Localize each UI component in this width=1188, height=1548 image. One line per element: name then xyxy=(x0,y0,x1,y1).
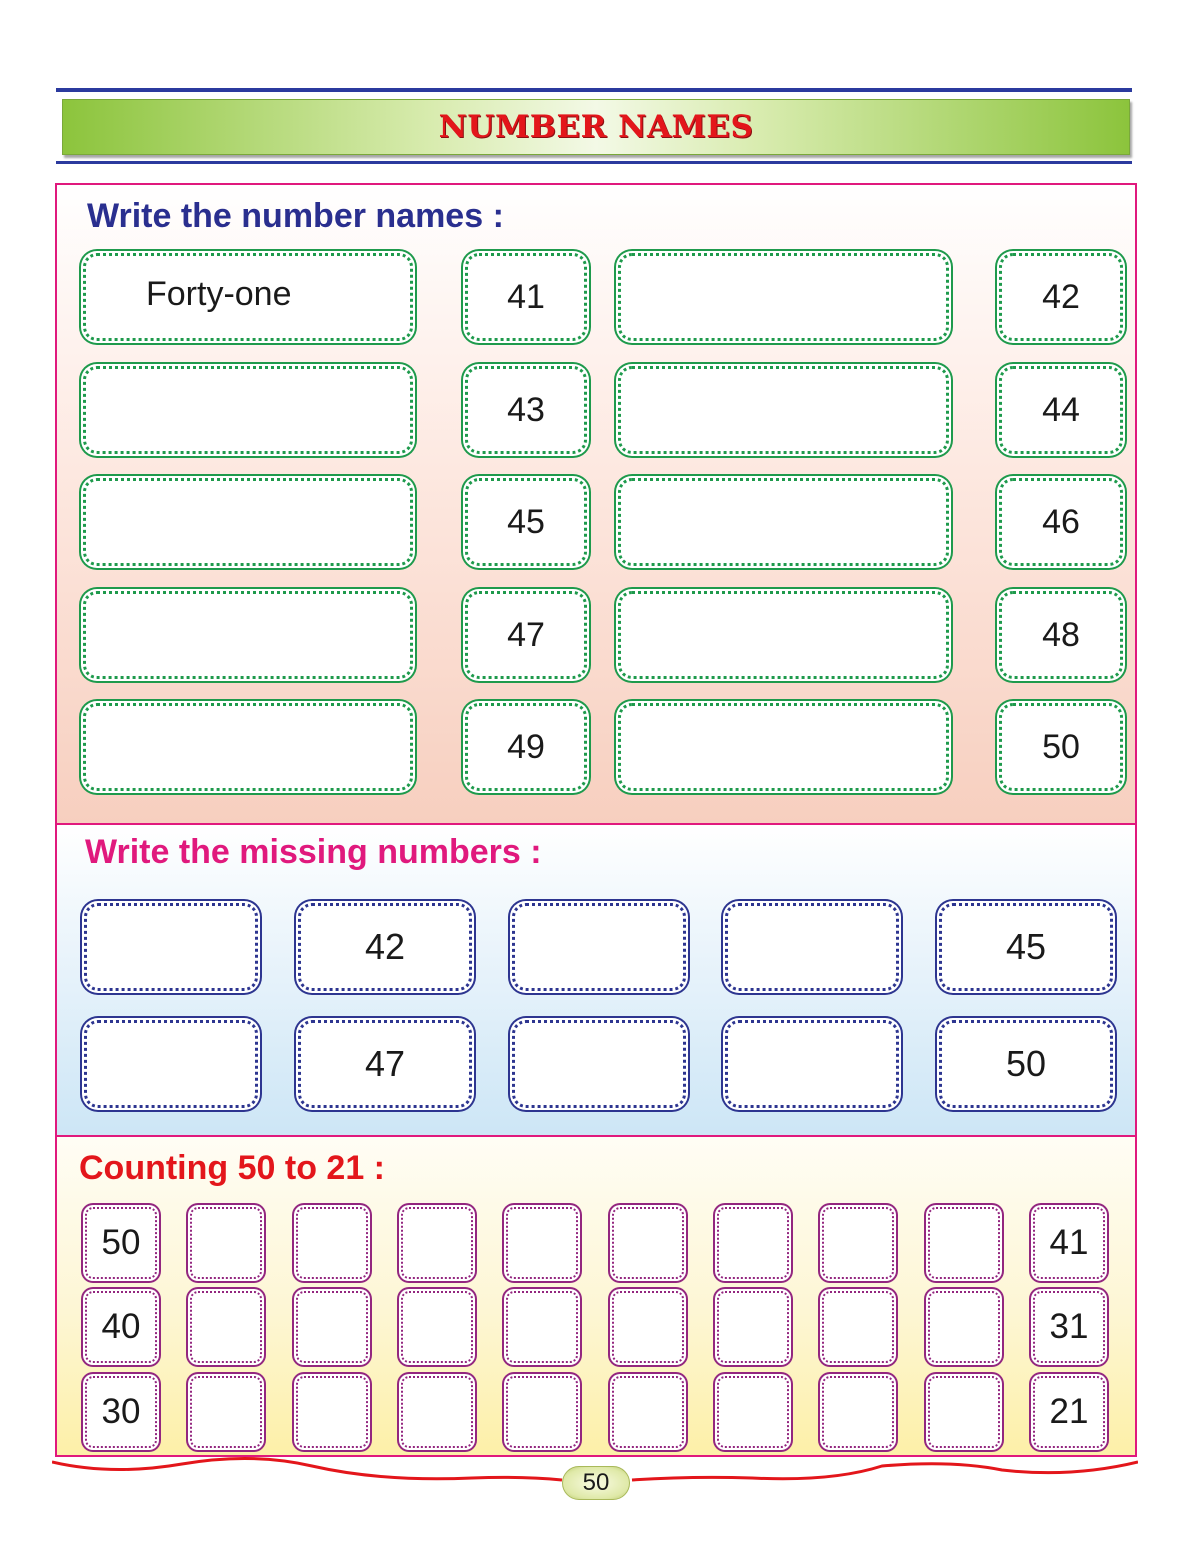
missing-number-box[interactable] xyxy=(725,1020,899,1108)
missing-number-box[interactable] xyxy=(84,1020,258,1108)
counting-box[interactable] xyxy=(612,1291,684,1363)
counting-box[interactable] xyxy=(822,1291,894,1363)
missing-number-box: 50 xyxy=(939,1020,1113,1108)
missing-numbers-heading: Write the missing numbers : xyxy=(85,833,542,871)
counting-heading: Counting 50 to 21 : xyxy=(79,1149,385,1187)
number-names-section xyxy=(57,185,1135,825)
counting-box[interactable] xyxy=(190,1291,262,1363)
page-title: NUMBER NAMES xyxy=(438,109,754,145)
counting-box: 30 xyxy=(85,1376,157,1448)
counting-box: 50 xyxy=(85,1207,157,1279)
name-answer-box[interactable] xyxy=(618,703,949,791)
counting-box[interactable] xyxy=(401,1207,473,1279)
counting-box[interactable] xyxy=(717,1207,789,1279)
number-box: 41 xyxy=(465,253,587,341)
number-box: 43 xyxy=(465,366,587,454)
missing-number-box[interactable] xyxy=(84,903,258,991)
name-answer-box[interactable] xyxy=(83,366,413,454)
counting-box[interactable] xyxy=(296,1376,368,1448)
counting-box[interactable] xyxy=(612,1376,684,1448)
counting-box: 21 xyxy=(1033,1376,1105,1448)
counting-box[interactable] xyxy=(928,1291,1000,1363)
counting-box[interactable] xyxy=(928,1376,1000,1448)
name-answer-box[interactable] xyxy=(83,591,413,679)
number-box: 50 xyxy=(999,703,1123,791)
missing-number-box: 47 xyxy=(298,1020,472,1108)
top-rule xyxy=(56,88,1132,92)
number-box: 44 xyxy=(999,366,1123,454)
counting-box: 41 xyxy=(1033,1207,1105,1279)
name-answer-box[interactable]: Forty-one xyxy=(83,253,413,341)
number-box: 45 xyxy=(465,478,587,566)
counting-box[interactable] xyxy=(296,1291,368,1363)
name-answer-box[interactable] xyxy=(83,478,413,566)
missing-number-box: 45 xyxy=(939,903,1113,991)
counting-box[interactable] xyxy=(612,1207,684,1279)
counting-box[interactable] xyxy=(506,1376,578,1448)
counting-box[interactable] xyxy=(296,1207,368,1279)
missing-numbers-section xyxy=(57,825,1135,1137)
counting-box[interactable] xyxy=(190,1376,262,1448)
number-box: 47 xyxy=(465,591,587,679)
worksheet-frame xyxy=(55,183,1137,1457)
name-answer-box[interactable] xyxy=(83,703,413,791)
banner-underline xyxy=(56,161,1132,164)
name-answer-box[interactable] xyxy=(618,591,949,679)
number-box: 46 xyxy=(999,478,1123,566)
counting-box[interactable] xyxy=(506,1207,578,1279)
counting-box[interactable] xyxy=(717,1376,789,1448)
name-answer-box[interactable] xyxy=(618,366,949,454)
missing-number-box: 42 xyxy=(298,903,472,991)
name-answer-box[interactable] xyxy=(618,478,949,566)
counting-section xyxy=(57,1137,1135,1455)
number-names-heading: Write the number names : xyxy=(87,197,504,235)
counting-box[interactable] xyxy=(401,1376,473,1448)
counting-box[interactable] xyxy=(928,1207,1000,1279)
counting-box: 31 xyxy=(1033,1291,1105,1363)
counting-box: 40 xyxy=(85,1291,157,1363)
counting-box[interactable] xyxy=(717,1291,789,1363)
counting-box[interactable] xyxy=(401,1291,473,1363)
missing-number-box[interactable] xyxy=(512,903,686,991)
counting-box[interactable] xyxy=(822,1376,894,1448)
number-box: 42 xyxy=(999,253,1123,341)
counting-box[interactable] xyxy=(506,1291,578,1363)
missing-number-box[interactable] xyxy=(725,903,899,991)
missing-number-box[interactable] xyxy=(512,1020,686,1108)
title-banner xyxy=(62,99,1130,155)
number-box: 49 xyxy=(465,703,587,791)
counting-box[interactable] xyxy=(822,1207,894,1279)
page-number: 50 xyxy=(562,1466,630,1500)
name-answer-box[interactable] xyxy=(618,253,949,341)
counting-box[interactable] xyxy=(190,1207,262,1279)
number-box: 48 xyxy=(999,591,1123,679)
